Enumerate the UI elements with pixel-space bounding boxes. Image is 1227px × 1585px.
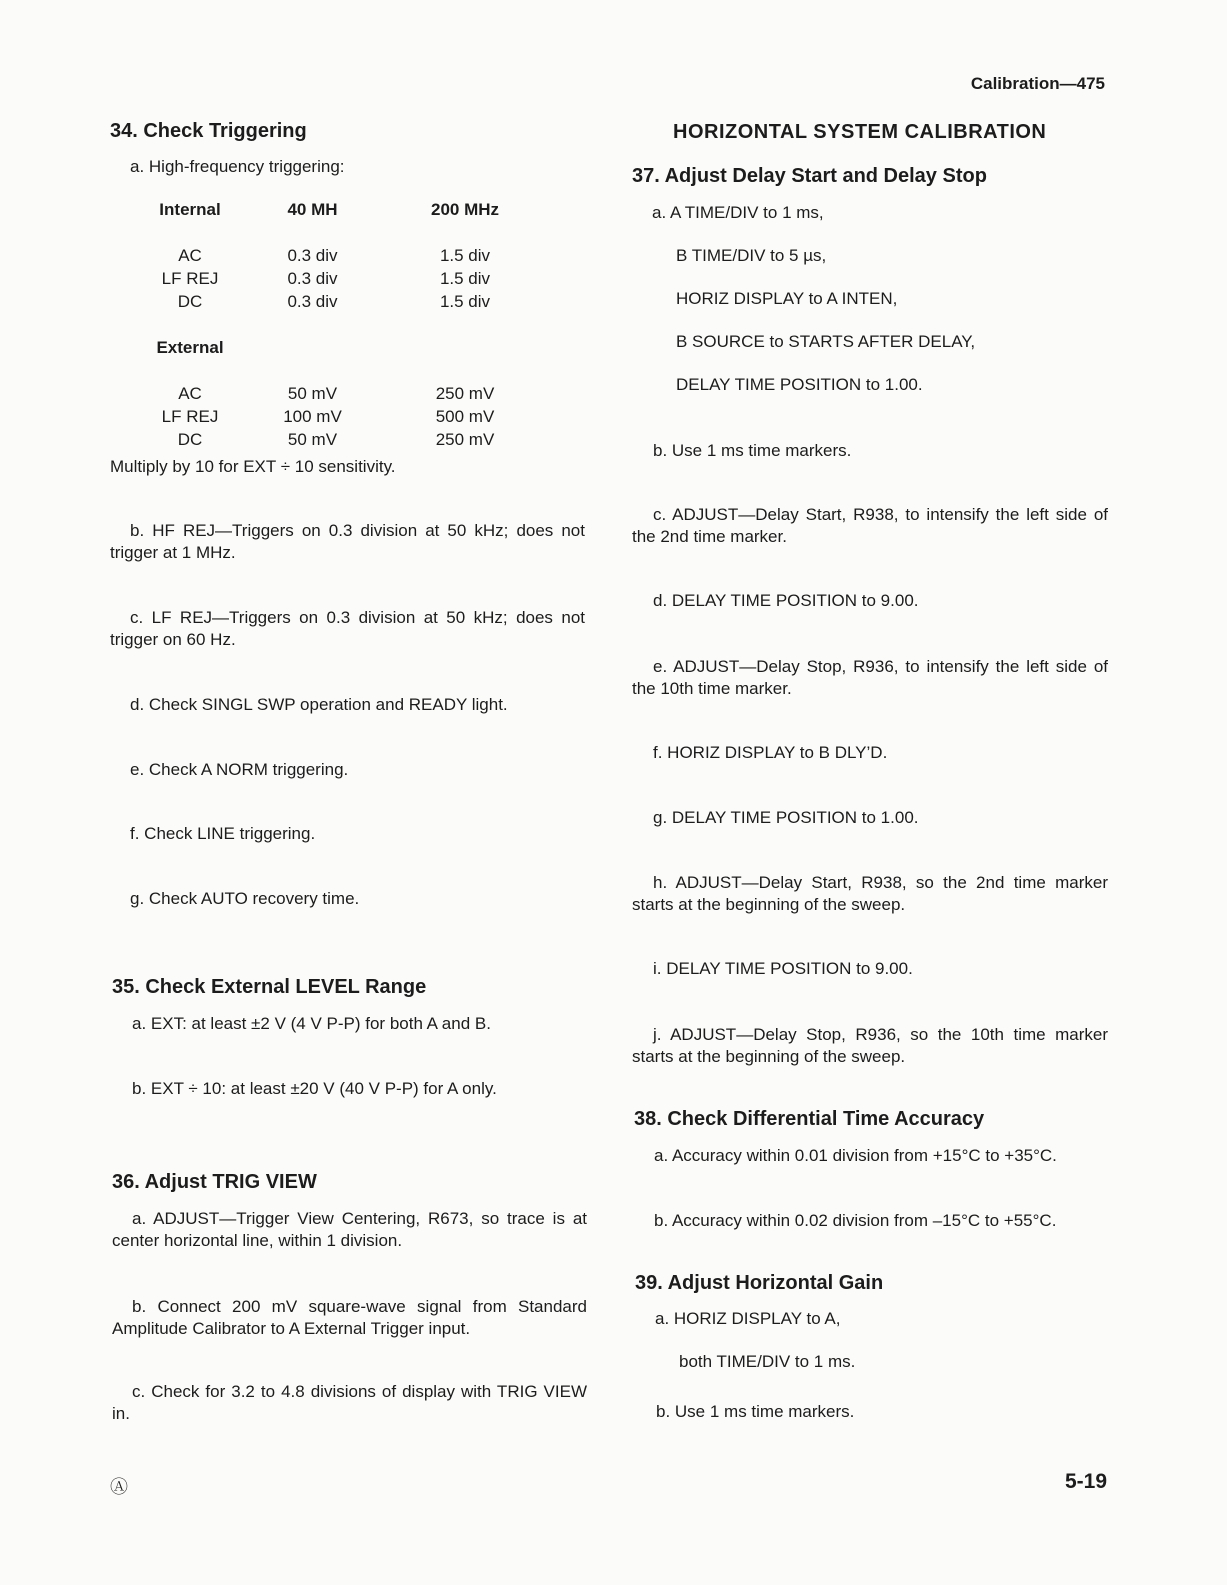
table-cell: 500 mV [435,406,495,426]
table-cell: DC [177,429,203,449]
table-row [150,428,535,451]
table-row [150,267,535,290]
section-36-step-c: c. Check for 3.2 to 4.8 divisions of display with TRIG VIEW in. [112,1382,587,1423]
table-cell: LF REJ [161,268,219,288]
section-39-step-a-line1: a. HORIZ DISPLAY to A, [655,1309,841,1328]
section-37-step-h: h. ADJUST—Delay Start, R938, so the 2nd time marker starts at the beginning of the sweep. [632,873,1108,914]
table-row [150,244,535,267]
section-34-step-d: d. Check SINGL SWP operation and READY light. [130,695,508,714]
table-cell: 1.5 div [439,245,491,265]
table-cell: DC [177,291,203,311]
section-39-step-b: b. Use 1 ms time markers. [656,1402,855,1421]
table-cell: 250 mV [435,429,495,449]
section-37-step-a-line5: DELAY TIME POSITION to 1.00. [676,375,923,394]
table-cell: 50 mV [287,429,338,449]
section-35-step-b: b. EXT ÷ 10: at least ±20 V (40 V P-P) for A only. [132,1079,497,1098]
section-37-step-a-line2: B TIME/DIV to 5 µs, [676,246,827,265]
section-34-step-a: a. High-frequency triggering: [130,157,345,176]
table-cell: 0.3 div [287,268,338,288]
multiply-note: Multiply by 10 for EXT ÷ 10 sensitivity. [110,457,396,476]
section-35-title: 35. Check External LEVEL Range [112,976,427,998]
section-36-step-b: b. Connect 200 mV square-wave signal from Standard Amplitude Calibrator to A External Trigger input. [112,1297,587,1338]
section-37-step-d: d. DELAY TIME POSITION to 9.00. [653,591,919,610]
running-header: Calibration—475 [970,74,1105,93]
table-cell: AC [178,245,202,265]
section-37-step-f: f. HORIZ DISPLAY to B DLY’D. [653,743,888,762]
section-37-step-e: e. ADJUST—Delay Stop, R936, to intensify the left side of the 10th time marker. [632,657,1108,698]
table-cell: 50 mV [287,383,338,403]
col-header-40mhz: 40 MH [287,199,338,219]
section-34-step-b: b. HF REJ—Triggers on 0.3 division at 50 kHz; does not trigger at 1 MHz. [110,521,585,562]
section-38-step-a: a. Accuracy within 0.01 division from +15°C to +35°C. [654,1146,1057,1165]
section-35-step-a: a. EXT: at least ±2 V (4 V P-P) for both A and B. [132,1014,491,1033]
table-cell: 250 mV [435,383,495,403]
col-header-external: External [156,337,224,357]
section-34-title: 34. Check Triggering [110,120,307,142]
section-34-step-c: c. LF REJ—Triggers on 0.3 division at 50 kHz; does not trigger on 60 Hz. [110,608,585,649]
table-row [150,405,535,428]
col-header-200mhz: 200 MHz [430,199,500,219]
section-39-title: 39. Adjust Horizontal Gain [635,1272,884,1294]
table-cell: 1.5 div [439,291,491,311]
section-34-step-g: g. Check AUTO recovery time. [130,889,360,908]
section-36-title: 36. Adjust TRIG VIEW [112,1171,317,1193]
section-34-step-f: f. Check LINE triggering. [130,824,316,843]
section-37-step-b: b. Use 1 ms time markers. [653,441,852,460]
page-number: 5-19 [1064,1470,1107,1493]
table-cell: 0.3 div [287,245,338,265]
section-37-step-g: g. DELAY TIME POSITION to 1.00. [653,808,919,827]
section-37-step-a-line1: a. A TIME/DIV to 1 ms, [652,203,824,222]
table-cell: 100 mV [283,406,342,426]
section-38-step-b: b. Accuracy within 0.02 division from –15°C to +55°C. [654,1211,1057,1230]
section-34-step-e: e. Check A NORM triggering. [130,760,349,779]
table-cell: AC [178,383,202,403]
section-37-step-j: j. ADJUST—Delay Stop, R936, so the 10th time marker starts at the beginning of the sweep. [632,1025,1108,1066]
trigger-sensitivity-table [150,198,535,451]
revision-mark-icon: Ⓐ [110,1477,128,1497]
col-header-internal: Internal [159,199,221,219]
table-row [150,382,535,405]
table-cell: LF REJ [161,406,219,426]
table-row [150,290,535,313]
section-37-step-c: c. ADJUST—Delay Start, R938, to intensify the left side of the 2nd time marker. [632,505,1108,546]
section-37-step-i: i. DELAY TIME POSITION to 9.00. [653,959,913,978]
section-38-title: 38. Check Differential Time Accuracy [634,1108,985,1130]
section-36-step-a: a. ADJUST—Trigger View Centering, R673, so trace is at center horizontal line, within 1 division. [112,1209,587,1250]
horizontal-system-heading: HORIZONTAL SYSTEM CALIBRATION [673,121,1047,143]
section-37-step-a-line3: HORIZ DISPLAY to A INTEN, [676,289,898,308]
section-37-title: 37. Adjust Delay Start and Delay Stop [632,165,987,187]
section-37-step-a-line4: B SOURCE to STARTS AFTER DELAY, [676,332,976,351]
section-39-step-a-line2: both TIME/DIV to 1 ms. [679,1352,856,1371]
table-cell: 1.5 div [439,268,491,288]
table-cell: 0.3 div [287,291,338,311]
